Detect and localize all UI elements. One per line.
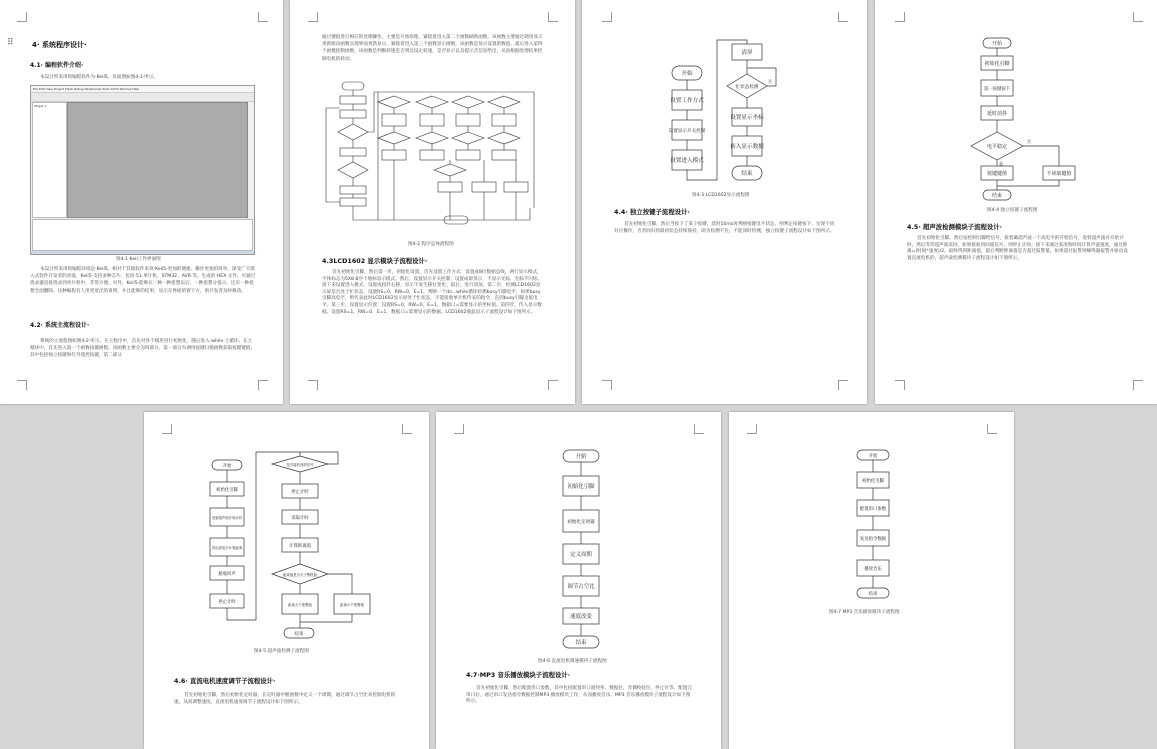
fc-cond: 电平稳定 [986,144,1008,150]
page-6 [436,412,721,749]
fc-delay: 延时消抖 [986,111,1008,117]
fc-stop: 停止计时 [218,600,236,605]
main-flowchart [322,80,544,230]
fc-noalarm: 距离小于报警值 [340,603,364,607]
heading-4-1: 4.1· 编程软件介绍· [30,62,84,69]
ide-project-item: Target 1 [34,104,47,108]
fc-alarm: 距离大于报警值 [288,603,312,607]
fc-end: 结束 [575,640,587,646]
fc-write: 传入显示数据 [730,144,764,150]
heading-4-3: 4.3LCD1602 显示模块子流程设计· [322,257,428,265]
fc-valid: 按键键值 [986,171,1008,177]
body-text-top: 通过键值进行相应的处理操作，主要是开始原理，紧接着进入第二个函数刷新函数，该函数主要通过调用显示更新驱动函数实现界面更新显示，紧接着进入第三个函数显示函数，该函数是显示设置的数值，最后进入第四个函数控制函数，该函数是判断转速是否到达设定转速，是否显示以及提示音信息给出，从而根据处理结果控制电机的转动。 [322,35,543,62]
fc-set-mode: 设置工作方式 [670,98,704,104]
drag-handle-icon[interactable]: ⠿ [7,38,14,48]
fc-busy-no: 否 [768,79,772,84]
fc-start: 开始 [681,71,693,77]
lcd-flowchart [662,36,792,186]
fc-first: 第一按键按下 [983,87,1011,92]
page-3 [582,0,867,404]
fc-high: 发出高电平计算距离 [211,546,243,550]
fc-init: 初始化引脚 [862,479,884,484]
intro-text: 本设计所采用的编程软件为·Keil5。页面图如图4-1·所示。 [40,75,158,80]
fc-set-display: 设置显示开关控制 [668,129,706,134]
figure-caption-4-7: 图4-7 MP3 音乐播放模块子流程图 [829,610,900,615]
keil-screenshot [30,85,255,255]
ide-statusbar [31,251,254,254]
figure-caption-4-5: 图4-5 超声波检测子流程图 [254,649,309,654]
fc-set-entry: 设置进入模式 [670,158,704,164]
body-text-4-3: 首先初始化引脚，然后第一步，初始化设置，首先设置工作方式：设置成8位数据总线，两行显示模式，字体标志为5X8 8序十地标显示模式。然后，设置显示开关控制；设置成即显示，不显示光标，光标不闪烁。接下来设置进入模式，设置成指针右移，显示不发生移位变化；最后，进行清屏。第二步，检测LCD1602显示屏是否处于忙状态，设置RS=0，RW=0，E=1，判断一个do...while循环检测busy引脚电平，如果busy引脚高电平，则代表此时LCD1602显示屏处于忙状态，不能接收单片机传来的指令，直到busy引脚为低电平。第三步，设置显示位置：设置RS=0，RW=0，E=1，数据口=需要显示的坐标值。第四步，传入显示数据。设置RS=1，RW=0，E=1，数据口=需要显示的数据。LCD1602液晶显示子流程设计如下图所示。 [322,270,543,315]
heading-system-design: 4· 系统程序设计· [32,41,87,49]
heading-4-2: 4.2· 系统主流程设计· [30,322,90,329]
fc-cond2: 距离值是否大于警报值 [283,573,317,577]
ide-toolbar [31,93,254,102]
body-text-4-4: 首先初始化引脚，然后当按下了某个按键，延时10ms再判断按键电平状态，则判定按键按下，实现不同对应操作，否者回归到最初状态持续保持，即为检测不住，不能同时检测，独立按键子流程设计如下图所示。 [614,222,835,234]
fc-init: 初始化引脚 [984,61,1010,67]
fc-invalid: 不读取键值 [1046,171,1072,177]
motor-flowchart [546,444,616,654]
fc-start: 开始 [991,41,1003,47]
ide-menubar: File Edit View Project Flash Debug Peripherals Tools SVCS Window Help [31,86,254,93]
fc-end: 结束 [991,193,1003,199]
heading-4-6: 4.6· 直流电机速度调节子流程设计· [174,677,276,685]
fc-init: 初始化引脚 [216,488,238,493]
page-2 [290,0,575,404]
mp3-flowchart [853,446,893,606]
heading-4-4: 4.4· 独立按键子流程设计· [614,208,690,216]
fc-clear: 清屏 [741,50,753,56]
ide-output-pane [32,219,253,251]
body-text-4-7: 首先初始化引脚，然后配置串口参数，其中包括配置串口波特率，数据位，奇偶校验位，停止位等。配置完串口后，通过串口发送指令数据控制MP3 播放模块工作，从而播放音乐。MP3 音乐播放模块子流程设计如下图所示。 [466,686,692,705]
fc-init-timer: 初始化定时器 [567,520,595,525]
fc-speed: 读取计时 [291,516,309,521]
body-text-4-2: 系统的主流程图如图4-2·所示。在主程序中，首先对各个模块进行初始化，随后进入·while·主循环。在主循环中，首先进入第一个函数按键函数，该函数主要分为四部分。第一部分为调用按键扫描函数获取按键键值，其中包括独立按键和红外遥控按键，第二部分 [30,339,256,359]
figure-caption-4-6: 图4-6 直流电机调速模块子流程图 [538,659,607,664]
fc-start: 开始 [575,454,587,460]
fc-serial: 配置串口参数 [859,507,887,512]
fc-start: 开始 [222,464,232,469]
fc-play: 播放音乐 [864,567,882,572]
ide-project-pane [32,102,67,218]
fc-end: 结束 [294,632,304,637]
fc-duty: 调节占空比 [567,584,595,590]
key-flowchart [965,34,1085,204]
fc-end: 结束 [741,171,753,177]
fc-busy: 忙状态检测 [735,85,759,90]
fc-no: 否 [1027,139,1031,144]
figure-caption-4-2: 图4-2 程序总体流程图 [408,242,454,247]
page-5 [144,412,429,749]
ultrasonic-flowchart [184,450,384,646]
body-text-4-6: 首先初始化引脚，然后初始化定时器，在定时器中断函数中定义一个周期，通过调节占空比来控制电机转速，从而调整速度。直流电机速度调节子流程设计如下图所示。 [174,693,396,705]
fc-calc: 停止计时 [291,490,309,495]
figure-caption-4-4: 图4-4 独立按键子流程图 [987,208,1038,213]
ide-editor-pane [67,102,248,218]
fc-dist: 计算距离值 [289,544,311,549]
body-text-4-1: 本设计所采用的编程环境是·Keil5。相对于其他软件来说·Keil5·更加的便捷。操作更加的简单，深受广大嵌入式软件开发者的喜爱，Keil5·支持多种芯片，包括·51·单片机、STM32、AVR·等。生成的·HEX·文件，可通过烧录器直接烧录到单片机中，非常方便。另外，Keil5·能够在一种一种思想以后，一种思想分提示。还有一种思想全面删除、这种编程有人用更宽泛的说明，并且能够的结果，显示在界面的窗下方，供开发者及时修改。 [30,267,256,294]
fc-speed: 速度改变 [570,614,592,620]
heading-4-5: 4.5· 超声波检测模块子流程设计· [907,223,1003,231]
page-7 [729,412,1014,749]
fc-yes: 是 [999,161,1003,166]
fc-echo: 接收回声 [218,572,236,577]
fc-send: 发送指令数据 [859,537,887,542]
figure-caption-4-1: 图4-1·Keil工作界面图 [116,257,161,262]
fc-send: 发射超声波开始计时 [211,516,243,520]
fc-start: 开始 [868,454,878,459]
figure-caption-4-3: 图4-3 LCD1602显示流程图 [692,193,750,198]
fc-cond1: 是否接收回波信号 [286,463,314,467]
heading-4-7: 4.7·MP3 音乐播放模块子流程设计· [466,671,571,679]
body-text-4-5: 首先初始化引脚，然后发控制引脚给信号，接着确超声波一个高电平的开始信号，发射超声波并开始计时，然后等待超声波返回，如果接收到回波信号，则停止计时。接下来通过高度和时间计算声波速度，通过距离=(时间*速度)/2，最终得到距离值，最后判断距离值是否超过报警值，如果超过报警则蜂鸣器报警并驱动设置直流电机的，超声波检测模块子流程设计如下图所示。 [907,236,1128,261]
fc-end: 结束 [868,592,878,597]
page-1 [0,0,283,404]
fc-define: 定义周期 [570,552,592,558]
fc-set-pos: 设置显示坐标 [730,115,764,121]
page-4 [875,0,1157,404]
fc-init-pin: 初始化引脚 [567,484,595,490]
